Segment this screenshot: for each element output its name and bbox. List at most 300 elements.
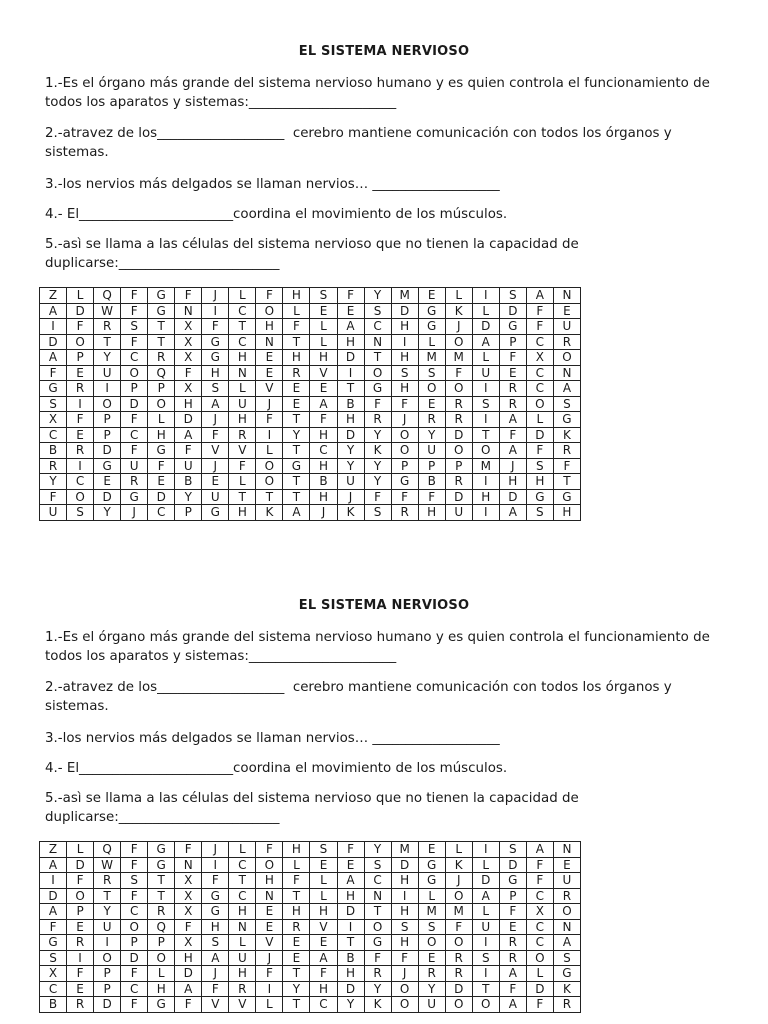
grid-cell: P	[499, 888, 526, 904]
grid-cell: F	[418, 489, 445, 505]
grid-cell: H	[229, 966, 256, 982]
grid-cell: E	[310, 857, 337, 873]
word-search-grid	[39, 841, 581, 1013]
grid-cell: Y	[418, 981, 445, 997]
grid-cell: K	[364, 997, 391, 1013]
grid-cell: B	[40, 443, 67, 459]
grid-cell: G	[499, 873, 526, 889]
grid-cell: H	[229, 350, 256, 366]
grid-row	[40, 350, 581, 366]
grid-cell: P	[121, 381, 148, 397]
grid-cell: L	[526, 412, 553, 428]
question-3: 3.-los nervios más delgados se llaman nervios… ___________________	[45, 731, 500, 746]
grid-cell: F	[337, 288, 364, 304]
grid-cell: R	[499, 935, 526, 951]
grid-cell: X	[175, 873, 202, 889]
grid-cell: S	[526, 458, 553, 474]
grid-cell: C	[40, 981, 67, 997]
grid-cell: U	[94, 919, 121, 935]
grid-cell: S	[310, 842, 337, 858]
grid-cell: I	[472, 288, 499, 304]
grid-cell: T	[364, 904, 391, 920]
grid-cell: A	[40, 303, 67, 319]
grid-cell: E	[67, 919, 94, 935]
grid-cell: F	[499, 904, 526, 920]
grid-cell: O	[418, 381, 445, 397]
grid-cell: U	[337, 474, 364, 490]
grid-cell: H	[418, 505, 445, 521]
grid-cell: I	[472, 381, 499, 397]
grid-cell: S	[472, 396, 499, 412]
grid-cell: F	[229, 458, 256, 474]
grid-cell: A	[337, 319, 364, 335]
question-5: 5.-asì se llama a las células del sistema nervioso que no tienen la capacidad de duplicarse:________________________	[45, 237, 583, 271]
grid-cell: Z	[40, 842, 67, 858]
grid-cell: G	[148, 842, 175, 858]
grid-cell: R	[445, 966, 472, 982]
grid-cell: P	[94, 966, 121, 982]
grid-cell: A	[40, 904, 67, 920]
grid-cell: D	[391, 857, 418, 873]
grid-cell: H	[229, 412, 256, 428]
grid-row	[40, 981, 581, 997]
grid-cell: B	[175, 474, 202, 490]
grid-cell: F	[121, 997, 148, 1013]
grid-cell: F	[67, 412, 94, 428]
grid-cell: F	[364, 489, 391, 505]
grid-row	[40, 319, 581, 335]
grid-cell: D	[40, 888, 67, 904]
grid-cell: G	[418, 857, 445, 873]
grid-cell: O	[445, 334, 472, 350]
grid-cell: X	[175, 904, 202, 920]
grid-cell: R	[364, 966, 391, 982]
grid-cell: I	[40, 319, 67, 335]
grid-cell: R	[364, 412, 391, 428]
grid-cell: P	[148, 381, 175, 397]
grid-cell: G	[94, 458, 121, 474]
grid-cell: S	[40, 396, 67, 412]
grid-cell: F	[121, 857, 148, 873]
grid-cell: A	[337, 873, 364, 889]
grid-cell: A	[175, 981, 202, 997]
grid-cell: R	[229, 981, 256, 997]
grid-cell: L	[283, 857, 310, 873]
grid-cell: F	[67, 319, 94, 335]
grid-cell: U	[418, 997, 445, 1013]
grid-cell: D	[499, 489, 526, 505]
grid-cell: N	[553, 842, 580, 858]
grid-cell: Q	[148, 919, 175, 935]
grid-cell: A	[499, 443, 526, 459]
grid-cell: E	[310, 381, 337, 397]
grid-row	[40, 458, 581, 474]
grid-cell: T	[94, 888, 121, 904]
grid-cell: R	[499, 950, 526, 966]
grid-cell: E	[67, 365, 94, 381]
grid-cell: F	[175, 842, 202, 858]
grid-cell: Y	[364, 427, 391, 443]
grid-cell: Z	[40, 288, 67, 304]
grid-cell: T	[283, 474, 310, 490]
grid-cell: T	[283, 443, 310, 459]
grid-cell: I	[67, 950, 94, 966]
grid-cell: F	[202, 981, 229, 997]
grid-cell: L	[229, 842, 256, 858]
grid-cell: U	[472, 365, 499, 381]
grid-cell: H	[391, 935, 418, 951]
grid-cell: F	[202, 873, 229, 889]
grid-cell: C	[40, 427, 67, 443]
grid-cell: O	[148, 396, 175, 412]
grid-cell: R	[67, 381, 94, 397]
grid-cell: N	[553, 288, 580, 304]
grid-cell: E	[418, 288, 445, 304]
grid-cell: H	[391, 873, 418, 889]
grid-cell: E	[67, 427, 94, 443]
grid-cell: N	[364, 888, 391, 904]
grid-cell: V	[310, 919, 337, 935]
grid-cell: Y	[94, 350, 121, 366]
grid-cell: U	[121, 458, 148, 474]
grid-cell: E	[256, 904, 283, 920]
grid-cell: Y	[364, 458, 391, 474]
grid-cell: X	[175, 319, 202, 335]
grid-cell: J	[202, 288, 229, 304]
grid-cell: H	[310, 427, 337, 443]
grid-cell: J	[202, 842, 229, 858]
grid-row	[40, 997, 581, 1013]
grid-cell: Q	[94, 288, 121, 304]
grid-cell: F	[202, 319, 229, 335]
grid-cell: G	[202, 350, 229, 366]
grid-cell: D	[526, 427, 553, 443]
grid-cell: R	[283, 919, 310, 935]
grid-cell: J	[391, 966, 418, 982]
grid-cell: U	[202, 489, 229, 505]
grid-cell: E	[283, 950, 310, 966]
grid-cell: F	[175, 365, 202, 381]
grid-cell: F	[67, 966, 94, 982]
grid-row	[40, 365, 581, 381]
grid-cell: R	[445, 396, 472, 412]
grid-cell: L	[445, 842, 472, 858]
grid-cell: V	[256, 935, 283, 951]
grid-row	[40, 443, 581, 459]
grid-cell: U	[553, 319, 580, 335]
grid-cell: C	[526, 365, 553, 381]
grid-cell: S	[553, 950, 580, 966]
grid-cell: A	[472, 888, 499, 904]
grid-cell: G	[148, 288, 175, 304]
grid-cell: T	[337, 935, 364, 951]
grid-cell: G	[40, 381, 67, 397]
grid-cell: R	[148, 350, 175, 366]
grid-cell: H	[283, 842, 310, 858]
grid-cell: F	[499, 427, 526, 443]
grid-cell: F	[499, 981, 526, 997]
grid-cell: G	[418, 319, 445, 335]
grid-cell: D	[472, 319, 499, 335]
grid-row	[40, 950, 581, 966]
grid-cell: D	[337, 350, 364, 366]
grid-cell: O	[526, 396, 553, 412]
grid-cell: C	[364, 873, 391, 889]
grid-cell: S	[553, 396, 580, 412]
grid-cell: L	[418, 888, 445, 904]
grid-cell: Y	[418, 427, 445, 443]
grid-cell: F	[148, 458, 175, 474]
grid-cell: C	[526, 919, 553, 935]
grid-cell: X	[175, 381, 202, 397]
grid-cell: A	[499, 997, 526, 1013]
grid-cell: H	[310, 981, 337, 997]
grid-row	[40, 966, 581, 982]
grid-cell: F	[364, 950, 391, 966]
grid-row	[40, 489, 581, 505]
grid-cell: S	[499, 842, 526, 858]
grid-cell: F	[175, 997, 202, 1013]
grid-cell: R	[553, 888, 580, 904]
grid-cell: J	[121, 505, 148, 521]
grid-cell: H	[148, 981, 175, 997]
grid-cell: D	[337, 981, 364, 997]
grid-cell: S	[526, 505, 553, 521]
grid-cell: X	[175, 935, 202, 951]
grid-cell: M	[445, 350, 472, 366]
grid-cell: G	[202, 888, 229, 904]
grid-cell: F	[526, 997, 553, 1013]
grid-cell: L	[256, 997, 283, 1013]
grid-cell: I	[391, 334, 418, 350]
grid-cell: X	[175, 350, 202, 366]
grid-cell: D	[121, 950, 148, 966]
grid-cell: P	[94, 427, 121, 443]
grid-cell: F	[175, 919, 202, 935]
grid-cell: H	[283, 904, 310, 920]
grid-cell: H	[553, 505, 580, 521]
grid-cell: Y	[364, 981, 391, 997]
grid-row	[40, 412, 581, 428]
grid-cell: X	[175, 888, 202, 904]
question-3: 3.-los nervios más delgados se llaman nervios… ___________________	[45, 177, 500, 192]
grid-cell: L	[229, 935, 256, 951]
grid-cell: W	[94, 303, 121, 319]
grid-cell: T	[148, 888, 175, 904]
grid-cell: H	[337, 334, 364, 350]
grid-cell: O	[526, 950, 553, 966]
grid-cell: Q	[94, 842, 121, 858]
grid-cell: Y	[337, 443, 364, 459]
grid-cell: E	[256, 919, 283, 935]
grid-cell: B	[418, 474, 445, 490]
grid-cell: R	[418, 412, 445, 428]
grid-cell: N	[229, 365, 256, 381]
grid-cell: D	[67, 857, 94, 873]
grid-row	[40, 888, 581, 904]
grid-cell: I	[472, 842, 499, 858]
grid-cell: I	[202, 303, 229, 319]
grid-cell: C	[310, 997, 337, 1013]
grid-cell: L	[148, 966, 175, 982]
grid-cell: C	[526, 381, 553, 397]
grid-cell: L	[148, 412, 175, 428]
grid-cell: O	[67, 489, 94, 505]
grid-cell: H	[202, 365, 229, 381]
grid-cell: O	[121, 919, 148, 935]
grid-cell: I	[94, 935, 121, 951]
grid-cell: P	[175, 505, 202, 521]
grid-cell: K	[445, 303, 472, 319]
grid-cell: I	[202, 857, 229, 873]
grid-cell: D	[175, 412, 202, 428]
grid-cell: F	[121, 443, 148, 459]
grid-cell: S	[364, 505, 391, 521]
grid-cell: N	[229, 919, 256, 935]
grid-cell: O	[94, 396, 121, 412]
grid-cell: U	[553, 873, 580, 889]
grid-cell: I	[472, 505, 499, 521]
grid-cell: G	[553, 412, 580, 428]
grid-row	[40, 505, 581, 521]
grid-cell: F	[40, 489, 67, 505]
grid-cell: L	[526, 966, 553, 982]
grid-cell: F	[337, 842, 364, 858]
grid-cell: P	[499, 334, 526, 350]
question-4: 4.- El_______________________coordina el movimiento de los músculos.	[45, 761, 508, 776]
grid-cell: J	[445, 873, 472, 889]
grid-cell: T	[148, 334, 175, 350]
grid-cell: D	[445, 981, 472, 997]
grid-cell: K	[337, 505, 364, 521]
grid-cell: C	[229, 857, 256, 873]
grid-cell: X	[175, 334, 202, 350]
grid-cell: E	[283, 381, 310, 397]
grid-cell: E	[256, 350, 283, 366]
grid-cell: Y	[364, 474, 391, 490]
grid-cell: F	[121, 966, 148, 982]
word-search-grid	[39, 287, 581, 521]
worksheet-title: EL SISTEMA NERVIOSO	[298, 44, 470, 59]
question-4: 4.- El_______________________coordina el movimiento de los músculos.	[45, 207, 508, 222]
grid-cell: R	[67, 997, 94, 1013]
grid-cell: X	[526, 350, 553, 366]
grid-cell: A	[526, 288, 553, 304]
grid-cell: T	[148, 873, 175, 889]
grid-cell: L	[310, 873, 337, 889]
grid-cell: O	[256, 303, 283, 319]
grid-cell: F	[175, 443, 202, 459]
question-1: 1.-Es el órgano más grande del sistema nervioso humano y es quien controla el funcionamiento de todos los aparatos y sistemas:______________________	[45, 76, 715, 110]
grid-cell: L	[310, 319, 337, 335]
grid-cell: I	[40, 873, 67, 889]
grid-cell: F	[526, 443, 553, 459]
grid-cell: Y	[283, 427, 310, 443]
grid-cell: J	[256, 950, 283, 966]
grid-cell: S	[472, 950, 499, 966]
grid-cell: F	[526, 319, 553, 335]
grid-cell: G	[148, 303, 175, 319]
grid-cell: K	[553, 427, 580, 443]
grid-cell: O	[364, 919, 391, 935]
grid-cell: R	[499, 381, 526, 397]
grid-cell: R	[418, 966, 445, 982]
grid-cell: O	[391, 427, 418, 443]
grid-cell: L	[472, 904, 499, 920]
grid-cell: T	[256, 489, 283, 505]
grid-cell: F	[121, 334, 148, 350]
grid-cell: G	[364, 381, 391, 397]
grid-cell: T	[553, 474, 580, 490]
grid-cell: I	[94, 381, 121, 397]
grid-cell: L	[229, 288, 256, 304]
grid-cell: H	[256, 873, 283, 889]
grid-cell: J	[202, 412, 229, 428]
grid-cell: E	[337, 303, 364, 319]
grid-cell: E	[553, 857, 580, 873]
grid-cell: T	[283, 888, 310, 904]
grid-cell: E	[418, 950, 445, 966]
grid-cell: G	[526, 489, 553, 505]
grid-cell: D	[121, 396, 148, 412]
grid-cell: E	[418, 842, 445, 858]
grid-cell: D	[148, 489, 175, 505]
grid-cell: J	[445, 319, 472, 335]
grid-cell: X	[40, 966, 67, 982]
grid-cell: R	[283, 365, 310, 381]
grid-cell: O	[391, 997, 418, 1013]
grid-cell: J	[337, 489, 364, 505]
grid-cell: R	[121, 474, 148, 490]
grid-cell: D	[175, 966, 202, 982]
grid-row	[40, 919, 581, 935]
grid-cell: Y	[337, 458, 364, 474]
grid-cell: A	[310, 950, 337, 966]
grid-cell: T	[472, 427, 499, 443]
grid-cell: R	[40, 458, 67, 474]
grid-cell: K	[445, 857, 472, 873]
grid-cell: O	[553, 350, 580, 366]
grid-cell: E	[148, 474, 175, 490]
grid-cell: Y	[364, 288, 391, 304]
grid-cell: H	[391, 319, 418, 335]
grid-cell: F	[310, 966, 337, 982]
grid-cell: O	[445, 935, 472, 951]
grid-cell: M	[418, 350, 445, 366]
grid-row	[40, 381, 581, 397]
grid-cell: K	[256, 505, 283, 521]
grid-cell: H	[310, 350, 337, 366]
grid-cell: E	[418, 396, 445, 412]
grid-cell: O	[418, 935, 445, 951]
grid-cell: H	[310, 904, 337, 920]
grid-cell: O	[256, 474, 283, 490]
grid-cell: N	[256, 888, 283, 904]
grid-row	[40, 842, 581, 858]
grid-cell: H	[175, 950, 202, 966]
grid-cell: A	[526, 842, 553, 858]
grid-cell: H	[337, 966, 364, 982]
grid-row	[40, 334, 581, 350]
grid-row	[40, 288, 581, 304]
grid-cell: H	[283, 350, 310, 366]
grid-cell: Y	[94, 505, 121, 521]
grid-cell: C	[229, 334, 256, 350]
grid-cell: C	[526, 935, 553, 951]
grid-cell: F	[256, 842, 283, 858]
grid-cell: C	[526, 888, 553, 904]
grid-cell: L	[472, 350, 499, 366]
